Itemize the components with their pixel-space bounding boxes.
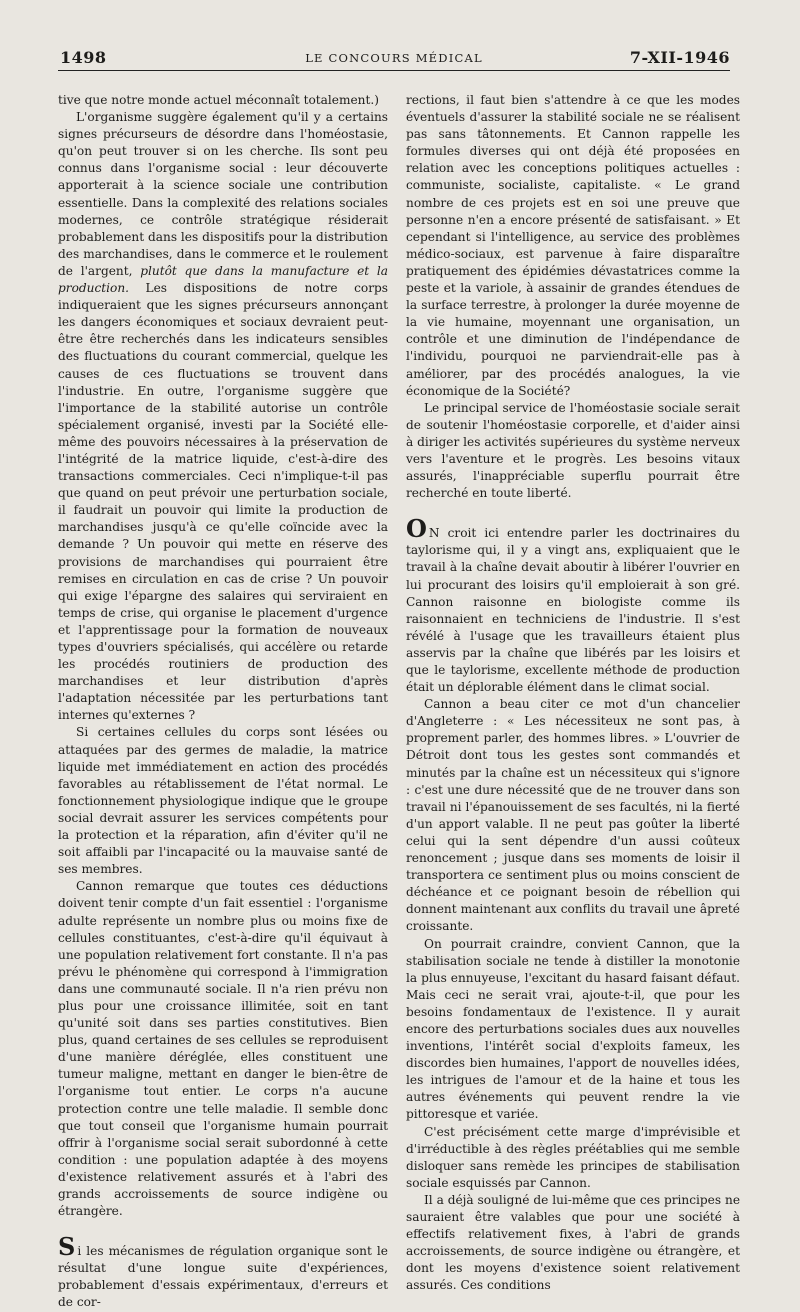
initial-letter: S — [58, 1232, 76, 1262]
section-paragraph — [406, 514, 740, 696]
emphasis-text: plutôt que dans la manufacture et la production. — [58, 263, 388, 296]
page-number: 1498 — [60, 48, 107, 67]
paragraph: C'est précisément cette marge d'imprévisible et d'irréductible à des règles préétablies qui me semble disloquer sans remède les principes de stabilisation sociale esquissés par Cannon. — [406, 1124, 740, 1190]
initial-letter: O — [406, 514, 427, 544]
paragraph: Cannon remarque que toutes ces déductions doivent tenir compte d'un fait essentiel : l'organisme adulte représente un nombre plus ou moins fixe de cellules constituantes, c'est-à-dire qu'il équivaut à une population relativement fort constante. Il n'a pas prévu le phénomène qui correspond à l'immigration dans une communauté sociale. Il n'a rien prévu non plus pour une croissance illimitée, soit en tant qu'unité soit dans ses parties constitutives. Bien plus, quand certaines de ses cellules se reproduisent d'une manière déréglée, elles constituent une tumeur maligne, mettant en danger le bien-être de l'organisme tout entier. Le corps n'a aucune protection contre une telle maladie. Il semble donc que tout conseil que l'organisme humain pourrait offrir à l'organisme social serait subordonné à cette condition : une population adaptée à des moyens d'existence relativement assurés et à l'abri des grands accroissements de source indigène ou étrangère. — [58, 879, 388, 1219]
paragraph: Cannon a beau citer ce mot d'un chancelier d'Angleterre : « Les nécessiteux ne sont pas, à proprement parler, des hommes libres. » L'ouvrier de Détroit dont tous les gestes sont commandés et minutés par la chaîne est un nécessiteux qui s'ignore : c'est une dure nécessité que de ne trouver dans son travail ni l'épanouissement de ses facultés, ni la fierté d'un apport valable. Il ne peut pas goûter la liberté celui qui la sent dépendre d'un aussi coûteux renoncement ; jusque dans ses moments de loisir il transportera ce sentiment plus ou moins conscient de déchéance et ce poignant besoin de rébellion qui donnent maintenant aux conflits du travail une âpreté croissante. — [406, 697, 740, 934]
paragraph-text: Les dispositions de notre corps indiqueraient que les signes précurseurs annonçant les dangers économiques et sociaux devraient peut-être être recherchés dans les indicateurs sensibles des fluctuations du courant commercial, quelque les causes de ces fluctuations se trouvent dans l'industrie. En outre, l'organisme suggère que l'importance de la stabilité autorise un contrôle spécialement organisé, investi par la Société elle-même des pouvoirs nécessaires à la préservation de l'intégrité de la matrice liquide, c'est-à-dire des transactions commerciales. Ceci n'implique-t-il pas que quand on peut prévoir une perturbation sociale, il faudrait un pouvoir qui limite la production de marchandises jusqu'à ce qu'elle coïncide avec la demande ? Un pouvoir qui mette en réserve des provisions de marchandises qui pourraient être remises en circulation en cas de crise ? Un pouvoir qui exige l'épargne des salaires qui serviraient en temps de crise, qui organise le placement d'urgence et l'apprentissage pour la formation de nouveaux types d'ouvriers spécialisés, qui accélère ou retarde les procédés routiniers de production des marchandises et leur distribution d'après l'adaptation nécessitée par les perturbations tant internes qu'externes ? — [58, 281, 388, 723]
left-column — [58, 92, 388, 1310]
paragraph: rections, il faut bien s'attendre à ce que les modes éventuels d'assurer la stabilité sociale ne se réalisent pas sans tâtonnements. Et Cannon rappelle les formules diverses qui ont déjà été proposées en relation avec les conceptions politiques actuelles : communiste, socialiste, capitaliste. « Le grand nombre de ces projets est en soi une preuve que personne n'en a encore présenté de satisfaisant. » Et cependant si l'intelligence, au service des problèmes médico-sociaux, est parvenue à faire disparaître pratiquement des épidémies dévastatrices comme la peste et la variole, à assainir de grandes étendues de la surface terrestre, à prolonger la durée moyenne de la vie humaine, moyennant une organisation, un contrôle et une diminution de l'indépendance de l'individu, pourquoi ne parviendrait-elle pas à améliorer, par des procédés analogues, la vie économique de la Société? — [406, 93, 740, 398]
paragraph-text: i les mécanismes de régulation organique sont le résultat d'une longue suite d'expériences, probablement d'essais expérimentaux, d'erreurs et de cor- — [58, 1244, 388, 1310]
paragraph: tive que notre monde actuel méconnaît totalement.) — [58, 93, 379, 107]
paragraph: On pourrait craindre, convient Cannon, que la stabilisation sociale ne tende à distiller la monotonie la plus ennuyeuse, l'excitant du hasard faisant défaut. Mais ceci ne serait vrai, ajoute-t-il, que pour les besoins fondamentaux de l'existence. Il y aurait encore des perturbations sociales dues aux nouvelles inventions, l'intérêt social d'exploits fameux, les discordes bien humaines, l'apport de nouvelles idées, les intrigues de l'amour et de la haine et tous les autres événements qui peuvent rendre la vie pittoresque et variée. — [406, 936, 740, 1122]
right-column — [406, 92, 740, 1293]
section-paragraph — [58, 1232, 388, 1311]
paragraph: Si certaines cellules du corps sont lésées ou attaquées par des germes de maladie, la matrice liquide met immédiatement en action des procédés favorables au rétablissement de l'état normal. Le fonctionnement physiologique indique que le groupe social devrait assurer les services compétents pour la protection et la réparation, afin d'éviter qu'il ne soit affaibli par l'incapacité ou la mauvaise santé de ses membres. — [58, 725, 388, 877]
paragraph: Il a déjà souligné de lui-même que ces principes ne sauraient être valables que pour une société à effectifs relativement fixes, à l'abri de grands accroissements, de source indigène ou étrangère, et dont les moyens d'existence soient relativement assurés. Ces conditions — [406, 1192, 740, 1293]
paragraph: Le principal service de l'homéostasie sociale serait de soutenir l'homéostasie corporelle, et d'aider ainsi à diriger les activités supérieures du système nerveux vers l'aventure et le progrès. Les besoins vitaux assurés, l'inappréciable superflu pourrait être recherché en toute liberté. — [406, 400, 740, 501]
journal-title: LE CONCOURS MÉDICAL — [305, 51, 483, 65]
issue-date: 7-XII-1946 — [629, 48, 730, 67]
page-header — [58, 48, 730, 71]
paragraph-text: L'organisme suggère également qu'il y a certains signes précurseurs de désordre dans l'homéostasie, qu'on peut trouver si on les cherche. Ils sont peu connus dans l'organisme social : leur découverte apporterait à la science sociale une contribution essentielle. Dans la complexité des relations sociales modernes, ce contrôle stratégique résiderait probablement dans les dispositifs pour la distribution des marchandises, dans le commerce et le roulement de l'argent, — [58, 110, 388, 278]
paragraph-text: N croit ici entendre parler les doctrinaires du taylorisme qui, il y a vingt ans, expliquaient que le travail à la chaîne devait aboutir à libérer l'ouvrier en lui procurant des loisirs qu'il emploierait à son gré. Cannon raisonne en biologiste comme ils raisonnaient en techniciens de l'industrie. Il s'est révélé à l'usage que les travailleurs étaient plus asservis par la chaîne que libérés par les loisirs et que le taylorisme, excellente méthode de production était un déplorable élément dans le climat social. — [406, 526, 740, 695]
paragraph — [58, 109, 388, 724]
